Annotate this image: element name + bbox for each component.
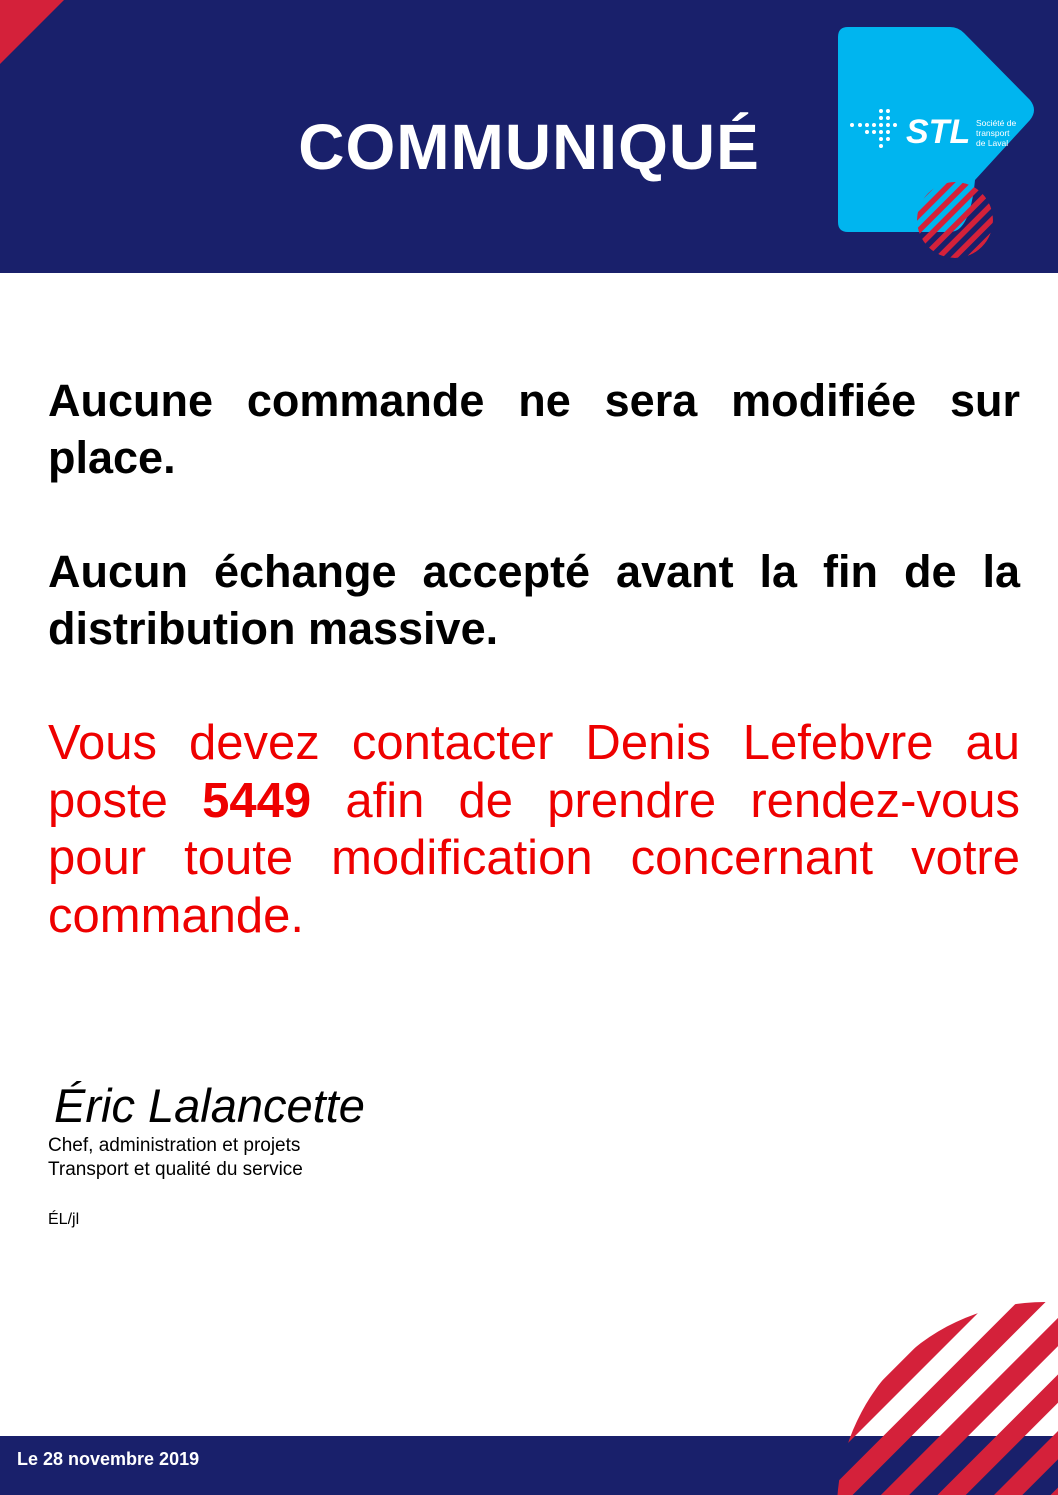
notice-no-exchange: Aucun échange accepté avant la fin de la distribution massive. (48, 546, 1020, 654)
svg-text:Société de: Société de (976, 118, 1017, 128)
signature-title-2: Transport et qualité du service (48, 1159, 303, 1180)
reference-initials: ÉL/jl (48, 1211, 80, 1228)
publication-date: Le 28 novembre 2019 (17, 1449, 200, 1469)
contact-text-before: Vous devez contacter Denis Lefebvre au poste (48, 716, 1020, 828)
svg-text:STL: STL (906, 113, 971, 151)
contact-text-after: afin de prendre rendez-vous pour toute modification concernant votre commande. (48, 773, 1021, 943)
svg-text:transport: transport (976, 128, 1010, 138)
notice-no-modification: Aucune commande ne sera modifiée sur place. (48, 375, 1020, 483)
page-title: COMMUNIQUÉ (298, 111, 760, 183)
signature-title-1: Chef, administration et projets (48, 1135, 301, 1156)
signature-name: Éric Lalancette (54, 1079, 365, 1132)
svg-text:de Laval: de Laval (976, 138, 1009, 148)
contact-extension: 5449 (202, 773, 312, 828)
